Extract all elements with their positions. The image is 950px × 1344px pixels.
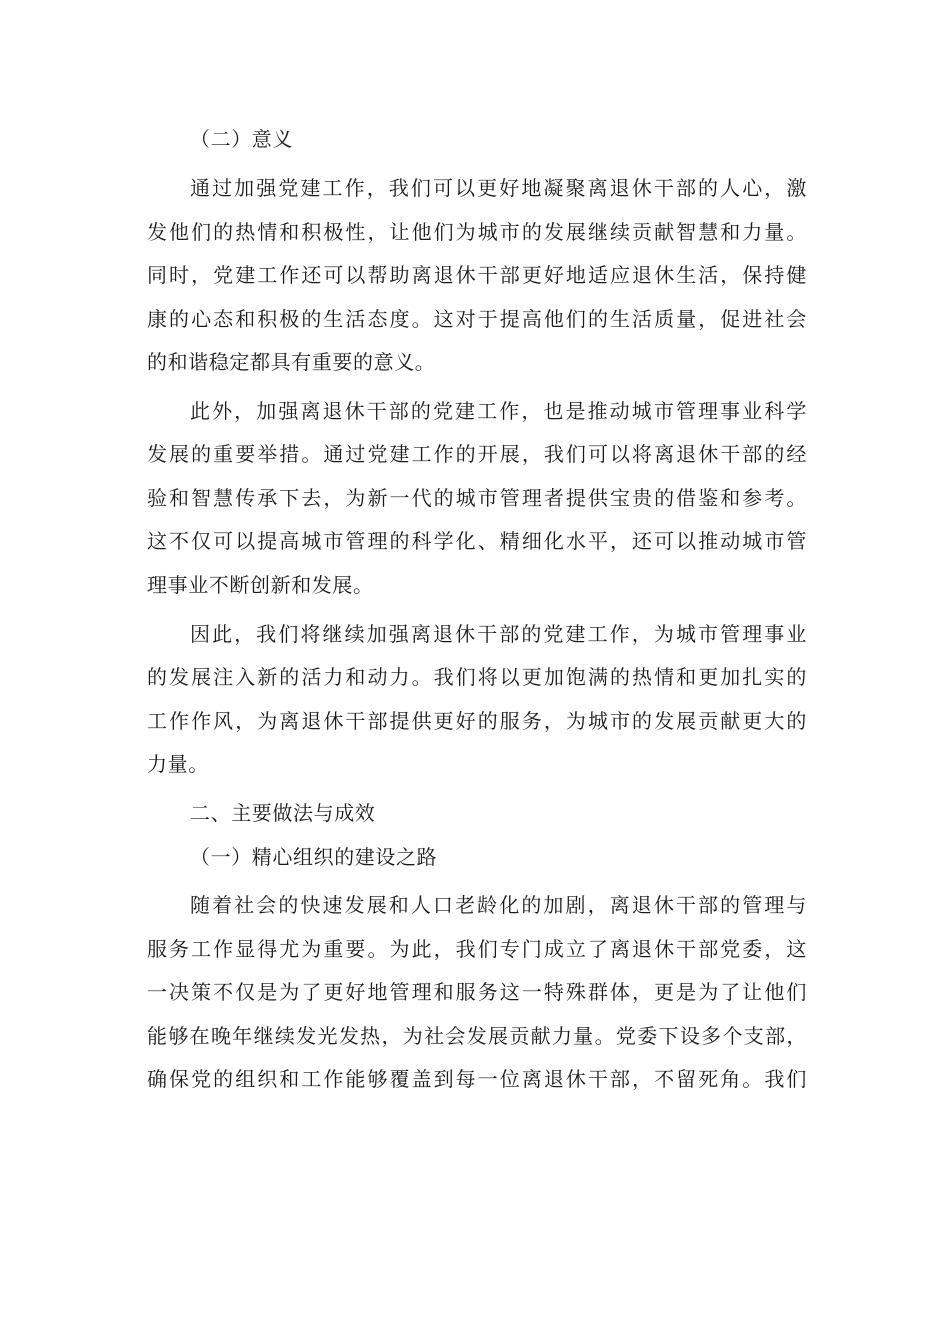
paragraph-line: 服务工作显得尤为重要。为此，我们专门成立了离退休干部党委，这: [147, 937, 807, 961]
paragraph-line: 这不仅可以提高城市管理的科学化、精细化水平，还可以推动城市管: [147, 529, 807, 553]
paragraph-line: 一决策不仅是为了更好地管理和服务这一特殊群体，更是为了让他们: [147, 980, 807, 1004]
paragraph-line: 发他们的热情和积极性，让他们为城市的发展继续贡献智慧和力量。: [147, 220, 807, 244]
paragraph-line: 理事业不断创新和发展。: [147, 573, 374, 597]
paragraph-line: 的发展注入新的活力和动力。我们将以更加饱满的热情和更加扎实的: [147, 665, 807, 689]
paragraph-line: 随着社会的快速发展和人口老龄化的加剧，离退休干部的管理与: [190, 893, 807, 917]
paragraph-line: 发展的重要举措。通过党建工作的开展，我们可以将离退休干部的经: [147, 442, 807, 466]
paragraph-line: 同时，党建工作还可以帮助离退休干部更好地适应退休生活，保持健: [147, 263, 807, 287]
heading-subsection-1: （一）精心组织的建设之路: [190, 845, 438, 869]
paragraph-line: 的和谐稳定都具有重要的意义。: [147, 350, 436, 374]
heading-significance: （二）意义: [190, 127, 293, 151]
paragraph-line: 力量。: [147, 752, 209, 776]
paragraph-line: 此外，加强离退休干部的党建工作，也是推动城市管理事业科学: [190, 399, 807, 423]
paragraph-line: 康的心态和积极的生活态度。这对于提高他们的生活质量，促进社会: [147, 307, 807, 331]
heading-section-2: 二、主要做法与成效: [190, 801, 376, 825]
paragraph-line: 能够在晚年继续发光发热，为社会发展贡献力量。党委下设多个支部，: [147, 1024, 807, 1048]
paragraph-line: 验和智慧传承下去，为新一代的城市管理者提供宝贵的借鉴和参考。: [147, 486, 807, 510]
paragraph-line: 工作作风，为离退休干部提供更好的服务，为城市的发展贡献更大的: [147, 709, 807, 733]
paragraph-line: 确保党的组织和工作能够覆盖到每一位离退休干部，不留死角。我们: [147, 1067, 807, 1091]
paragraph-line: 因此，我们将继续加强离退休干部的党建工作，为城市管理事业: [190, 622, 807, 646]
paragraph-line: 通过加强党建工作，我们可以更好地凝聚离退休干部的人心，激: [190, 176, 807, 200]
